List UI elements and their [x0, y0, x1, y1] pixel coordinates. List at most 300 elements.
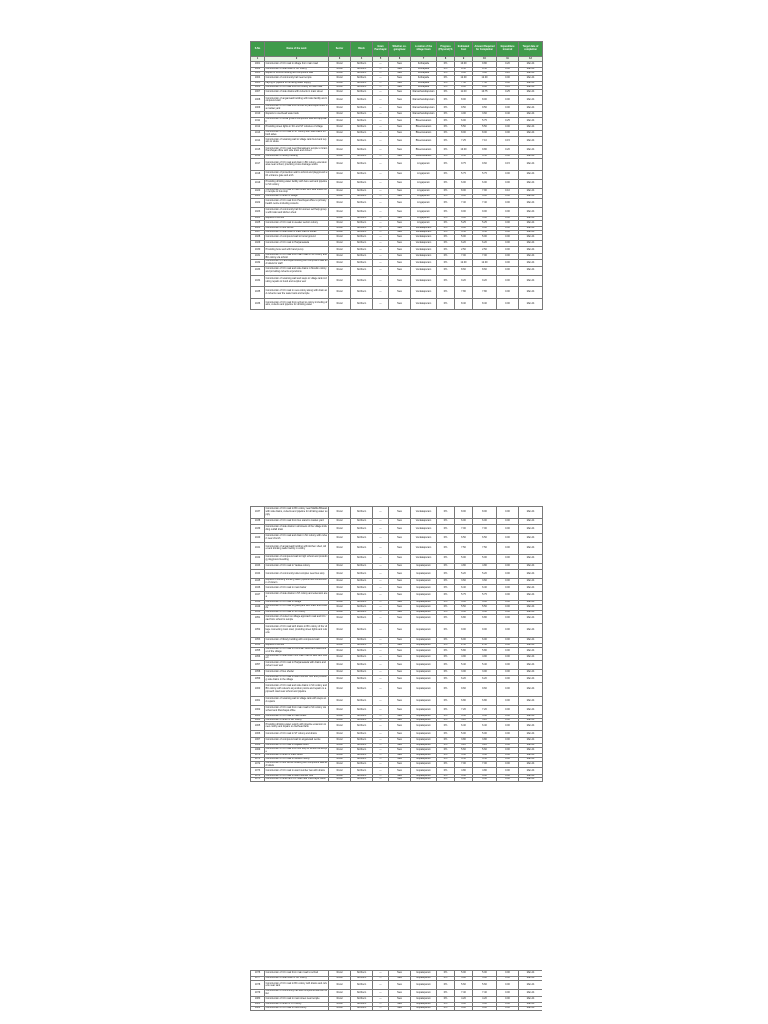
index-cell: 12	[519, 57, 543, 62]
cell-target: Mar-24	[519, 768, 543, 774]
cell-status: New	[389, 696, 411, 705]
cell-status: New	[389, 604, 411, 610]
cell-village: Gopalapuram	[411, 718, 437, 722]
cell-village: Gopalapuram	[411, 1002, 437, 1006]
cell-expenditure: 0.00	[497, 654, 519, 660]
cell-block: Northern	[351, 614, 373, 623]
cell-village: Lingapuram	[411, 220, 437, 226]
cell-work: Construction of drain and CC road near Panchayat office	[265, 778, 329, 782]
cell-status: New	[389, 623, 411, 637]
cell-target: Mar-24	[519, 981, 543, 990]
cell-village: Gopalapuram	[411, 637, 437, 643]
cell-sector: Rural	[329, 68, 351, 72]
cell-work: Construction of community hall for women self help groups with toilet and kitchen shed	[265, 207, 329, 216]
cell-sno: 1045	[251, 578, 265, 584]
cell-status: New	[389, 705, 411, 714]
cell-estimated: 7.00	[455, 761, 473, 767]
cell-amount: 8.60	[473, 266, 497, 275]
table-row	[251, 569, 543, 578]
cell-block: Northern	[351, 118, 373, 124]
cell-village: Lingapuram	[411, 198, 437, 207]
cell-work: Construction of Panchayat building with compound wall and toilets for staff	[265, 259, 328, 265]
cell-target: Mar-24	[519, 227, 543, 231]
cell-progress: 0%	[437, 227, 455, 231]
cell-sector: Rural	[329, 227, 351, 231]
cell-gp: —	[373, 159, 389, 171]
cell-village: Gopalapuram	[411, 610, 437, 614]
cell-amount: 6.00	[473, 227, 497, 231]
cell-gp: —	[373, 604, 389, 610]
cell-village: Lingapuram	[411, 195, 437, 199]
cell-progress: 0%	[437, 554, 455, 563]
cell-work: Construction of sub centre	[265, 227, 329, 231]
cell-amount: 6.00	[473, 518, 497, 524]
cell-estimated: 3.40	[455, 754, 473, 758]
cell-block: Northern	[351, 130, 373, 136]
cell-gp: —	[373, 118, 389, 124]
cell-expenditure: 0.00	[497, 287, 519, 299]
cell-work: Construction of CC road from school to colony including drains, culverts and pipeline for drinking water	[265, 298, 329, 310]
cell-village: Gopalapuram	[411, 682, 437, 696]
table-row	[251, 507, 543, 519]
cell-target: Mar-24	[519, 96, 543, 105]
cell-village: Venkatapuram	[411, 241, 437, 247]
cell-estimated: 6.00	[455, 518, 473, 524]
cell-amount: 7.00	[473, 761, 497, 767]
cell-status: New	[389, 778, 411, 782]
cell-work: Construction of CC road from school to panchayat office via market yard	[265, 104, 328, 111]
cell-progress: 0%	[437, 198, 455, 207]
cell-status: New	[389, 179, 411, 188]
cell-sno: 1022	[251, 198, 265, 207]
cell-status: New	[389, 82, 411, 86]
cell-amount: 12.00	[473, 75, 497, 81]
cell-target: Mar-24	[519, 507, 543, 519]
cell-status: New	[389, 554, 411, 563]
cell-block: Northern	[351, 754, 373, 758]
table-row	[251, 705, 543, 714]
cell-amount: 5.60	[473, 981, 497, 990]
cell-progress: 0%	[437, 179, 455, 188]
cell-estimated: 8.00	[455, 188, 473, 194]
cell-progress: 0%	[437, 137, 455, 146]
cell-block: Northern	[351, 170, 373, 179]
table-row	[251, 287, 543, 299]
cell-target: Mar-24	[519, 170, 543, 179]
cell-expenditure: 0.00	[497, 761, 519, 767]
cell-progress: 0%	[437, 507, 455, 519]
cell-estimated: 5.00	[455, 731, 473, 737]
cell-progress: 0%	[437, 623, 455, 637]
cell-village: Ramachandrapuram	[411, 96, 437, 105]
cell-progress: 0%	[437, 216, 455, 220]
cell-progress: 0%	[437, 542, 455, 554]
cell-village: Gopalapuram	[411, 600, 437, 604]
cell-village: Gopalapuram	[411, 563, 437, 569]
cell-village: Venkatapuram	[411, 247, 437, 253]
cell-gp: —	[373, 768, 389, 774]
cell-sno: 1006	[251, 86, 265, 90]
cell-estimated: 12.00	[455, 75, 473, 81]
cell-estimated: 7.20	[455, 705, 473, 714]
works-table-page-1	[250, 41, 543, 310]
cell-village: Gopalapuram	[411, 768, 437, 774]
cell-gp: —	[373, 170, 389, 179]
table-row	[251, 623, 543, 637]
cell-progress: 0%	[437, 124, 455, 130]
cell-expenditure: 0.00	[497, 1002, 519, 1006]
cell-block: Northern	[351, 682, 373, 696]
cell-work: Construction of CC road from bus stand to market yard	[265, 518, 329, 524]
cell-gp: —	[373, 68, 389, 72]
cell-sno: 1073	[251, 768, 265, 774]
cell-status: New	[389, 718, 411, 722]
cell-sno: 1040	[251, 533, 265, 542]
cell-progress: 0%	[437, 990, 455, 996]
cell-target: Mar-24	[519, 253, 543, 259]
cell-amount: 6.40	[473, 722, 497, 731]
table-row	[251, 591, 543, 600]
cell-block: Northern	[351, 600, 373, 604]
cell-block: Northern	[351, 72, 373, 76]
cell-amount: 5.60	[473, 748, 497, 754]
cell-village: Venkatapuram	[411, 287, 437, 299]
cell-village: Venkatapuram	[411, 298, 437, 310]
cell-block: Northern	[351, 253, 373, 259]
cell-village: Venkatapuram	[411, 260, 437, 266]
cell-amount: 7.50	[473, 542, 497, 554]
cell-sector: Rural	[329, 89, 351, 95]
index-cell: 10	[473, 57, 497, 62]
cell-target: Mar-24	[519, 130, 543, 136]
cell-sector: Rural	[329, 220, 351, 226]
cell-sector: Rural	[329, 654, 351, 660]
cell-expenditure: 0.00	[497, 744, 519, 748]
cell-sno: 1036	[251, 298, 265, 310]
cell-work: Construction of drain in main street	[265, 754, 329, 758]
cell-work: Construction of CC road from main road to SC colony and BC colony via school	[265, 253, 327, 259]
cell-progress: 0%	[437, 744, 455, 748]
cell-status: New	[389, 722, 411, 731]
cell-village: Venkatapuram	[411, 230, 437, 234]
cell-sector: Rural	[329, 600, 351, 604]
table-row	[251, 266, 543, 275]
cell-sector: Rural	[329, 216, 351, 220]
cell-block: Northern	[351, 207, 373, 216]
cell-work: Construction of retaining wall and steps to village tank including repairs to bund and surplus weir	[265, 275, 329, 287]
cell-amount: 3.00	[473, 669, 497, 675]
cell-sno: 1020	[251, 188, 265, 194]
cell-status: New	[389, 68, 411, 72]
cell-status: New	[389, 96, 411, 105]
cell-expenditure: 0.00	[497, 96, 519, 105]
cell-target: Mar-24	[519, 754, 543, 758]
cell-progress: 0%	[437, 737, 455, 743]
cell-work: Construction of library building with compound wall	[265, 637, 329, 643]
cell-progress: 0%	[437, 644, 455, 648]
cell-block: Northern	[351, 744, 373, 748]
index-cell: 8	[437, 57, 455, 62]
cell-expenditure: 0.25	[497, 89, 519, 95]
cell-sector: Rural	[329, 62, 351, 68]
cell-sector: Rural	[329, 610, 351, 614]
cell-progress: 0%	[437, 155, 455, 159]
cell-work: Construction of CC road in new colony along with drain and culverts near the water tank and temple	[265, 287, 329, 299]
cell-sno: 1074	[251, 774, 265, 778]
cell-sector: Rural	[329, 778, 351, 782]
cell-progress: 0%	[437, 610, 455, 614]
cell-estimated: 6.50	[455, 533, 473, 542]
cell-work: Construction of side drains in ST colony and extension area	[265, 591, 329, 600]
cell-expenditure: 0.15	[497, 137, 519, 146]
cell-sno: 1075	[251, 778, 265, 782]
cell-progress: 0%	[437, 241, 455, 247]
cell-sno: 1069	[251, 748, 265, 754]
cell-expenditure: 0.00	[497, 578, 519, 584]
cell-sector: Rural	[329, 130, 351, 136]
cell-sector: Rural	[329, 1006, 351, 1010]
cell-sno: 1035	[251, 287, 265, 299]
cell-block: Northern	[351, 578, 373, 584]
cell-progress: 0%	[437, 977, 455, 981]
cell-progress: 0%	[437, 275, 455, 287]
cell-expenditure: 0.00	[497, 648, 519, 654]
cell-sno: 1041	[251, 542, 265, 554]
table-row	[251, 542, 543, 554]
cell-block: Northern	[351, 146, 373, 155]
cell-sector: Rural	[329, 648, 351, 654]
cell-work: Construction of CC road with drains in BC colony of the village connecting main road, providing street lights and culverts	[265, 623, 329, 637]
cell-block: Northern	[351, 198, 373, 207]
cell-gp: —	[373, 298, 389, 310]
cell-work: Construction of CC road in new colony	[265, 1006, 329, 1010]
cell-sector: Rural	[329, 155, 351, 159]
cell-sector: Rural	[329, 195, 351, 199]
cell-estimated: 7.40	[455, 990, 473, 996]
cell-sector: Rural	[329, 75, 351, 81]
cell-block: Northern	[351, 266, 373, 275]
cell-estimated: 8.40	[455, 298, 473, 310]
cell-work: Repairs to school	[265, 644, 329, 648]
cell-work: Providing street lights in SC and ST colonies of village	[265, 124, 329, 130]
cell-sector: Rural	[329, 1002, 351, 1006]
cell-gp: —	[373, 86, 389, 90]
cell-status: New	[389, 220, 411, 226]
cell-sector: Rural	[329, 696, 351, 705]
cell-expenditure: 0.00	[497, 518, 519, 524]
cell-estimated: 9.60	[455, 682, 473, 696]
header-sno: S.No	[251, 42, 265, 57]
cell-block: Northern	[351, 298, 373, 310]
cell-amount: 7.00	[473, 253, 497, 259]
cell-expenditure: 0.00	[497, 533, 519, 542]
cell-village: Ramachandrapuram	[411, 111, 437, 117]
cell-progress: 0%	[437, 130, 455, 136]
cell-sector: Rural	[329, 774, 351, 778]
cell-gp: —	[373, 234, 389, 240]
header-work: Name of the work	[265, 42, 329, 57]
cell-sector: Rural	[329, 146, 351, 155]
cell-expenditure: 0.00	[497, 198, 519, 207]
cell-gp: —	[373, 137, 389, 146]
cell-progress: 0%	[437, 86, 455, 90]
cell-expenditure: 0.25	[497, 118, 519, 124]
cell-block: Northern	[351, 275, 373, 287]
cell-village: Gopalapuram	[411, 748, 437, 754]
cell-expenditure: 0.00	[497, 82, 519, 86]
cell-sno: 1059	[251, 676, 265, 682]
cell-sector: Rural	[329, 542, 351, 554]
cell-village: Bheemavaram	[411, 118, 437, 124]
cell-sector: Rural	[329, 981, 351, 990]
cell-gp: —	[373, 660, 389, 669]
cell-estimated: 5.50	[455, 124, 473, 130]
cell-gp: —	[373, 227, 389, 231]
cell-village: Gopalapuram	[411, 644, 437, 648]
cell-block: Northern	[351, 195, 373, 199]
cell-target: Mar-24	[519, 105, 543, 111]
cell-sno: 1064	[251, 718, 265, 722]
cell-gp: —	[373, 518, 389, 524]
cell-amount: 7.90	[473, 188, 497, 194]
cell-sector: Rural	[329, 996, 351, 1002]
cell-sno: 1044	[251, 569, 265, 578]
cell-sno: 1030	[251, 247, 265, 253]
cell-target: Mar-24	[519, 275, 543, 287]
cell-amount: 7.10	[473, 137, 497, 146]
cell-sno: 1027	[251, 230, 265, 234]
cell-block: Northern	[351, 648, 373, 654]
cell-target: Mar-24	[519, 524, 543, 533]
cell-work: Construction of CC road in Muslim colony	[265, 758, 329, 762]
cell-sno: 1042	[251, 554, 265, 563]
cell-status: New	[389, 260, 411, 266]
cell-status: New	[389, 737, 411, 743]
cell-estimated: 4.90	[455, 654, 473, 660]
cell-gp: —	[373, 241, 389, 247]
cell-sector: Rural	[329, 188, 351, 194]
cell-amount: 5.00	[473, 554, 497, 563]
cell-estimated: 10.00	[455, 146, 473, 155]
cell-village: Gopalapuram	[411, 990, 437, 996]
cell-gp: —	[373, 654, 389, 660]
cell-work: Construction of CC road in weaker section colony	[265, 220, 329, 226]
cell-progress: 0%	[437, 774, 455, 778]
cell-status: New	[389, 614, 411, 623]
cell-estimated: 8.00	[455, 96, 473, 105]
cell-sno: 1029	[251, 241, 265, 247]
cell-amount: 5.20	[473, 569, 497, 578]
cell-gp: —	[373, 287, 389, 299]
cell-gp: —	[373, 1002, 389, 1006]
cell-estimated: 4.00	[455, 600, 473, 604]
cell-expenditure: 0.00	[497, 610, 519, 614]
cell-work: Construction of CC road in ward number four and providing side drains in the village	[265, 675, 327, 681]
cell-gp: —	[373, 731, 389, 737]
cell-progress: 0%	[437, 569, 455, 578]
cell-sector: Rural	[329, 253, 351, 259]
cell-block: Northern	[351, 533, 373, 542]
cell-amount: 4.50	[473, 758, 497, 762]
cell-estimated: 9.50	[455, 105, 473, 111]
cell-status: New	[389, 981, 411, 990]
cell-sno: 1065	[251, 722, 265, 731]
cell-gp: —	[373, 533, 389, 542]
cell-progress: 0%	[437, 260, 455, 266]
cell-target: Mar-24	[519, 748, 543, 754]
cell-target: Mar-24	[519, 654, 543, 660]
cell-sector: Rural	[329, 247, 351, 253]
cell-expenditure: 0.00	[497, 990, 519, 996]
cell-progress: 0%	[437, 89, 455, 95]
cell-status: New	[389, 748, 411, 754]
cell-work: Construction of sub centre building with compound wall and toilets	[265, 761, 328, 767]
cell-village: Gopalapuram	[411, 648, 437, 654]
cell-estimated: 2.50	[455, 247, 473, 253]
cell-sno: 1076	[251, 971, 265, 977]
cell-target: Mar-24	[519, 118, 543, 124]
table-row	[251, 524, 543, 533]
cell-progress: 0%	[437, 298, 455, 310]
cell-gp: —	[373, 669, 389, 675]
cell-progress: 0%	[437, 518, 455, 524]
cell-gp: —	[373, 637, 389, 643]
cell-amount: 4.00	[473, 195, 497, 199]
cell-status: New	[389, 731, 411, 737]
cell-expenditure: 0.00	[497, 981, 519, 990]
cell-progress: 0%	[437, 614, 455, 623]
cell-village: Venkatapuram	[411, 518, 437, 524]
cell-status: New	[389, 62, 411, 68]
cell-gp: —	[373, 714, 389, 718]
cell-status: New	[389, 72, 411, 76]
cell-progress: 0%	[437, 118, 455, 124]
cell-gp: —	[373, 754, 389, 758]
cell-progress: 0%	[437, 1002, 455, 1006]
cell-expenditure: 0.00	[497, 524, 519, 533]
cell-status: New	[389, 714, 411, 718]
cell-status: New	[389, 768, 411, 774]
cell-sector: Rural	[329, 518, 351, 524]
cell-expenditure: 0.00	[497, 230, 519, 234]
cell-sno: 1067	[251, 737, 265, 743]
cell-target: Mar-24	[519, 996, 543, 1002]
cell-work: Construction of CC road in SC colony	[265, 610, 329, 614]
cell-status: New	[389, 124, 411, 130]
cell-progress: 0%	[437, 648, 455, 654]
cell-village: Venkatapuram	[411, 542, 437, 554]
cell-amount: 4.00	[473, 1006, 497, 1010]
cell-target: Mar-24	[519, 971, 543, 977]
cell-status: New	[389, 188, 411, 194]
cell-block: Northern	[351, 287, 373, 299]
cell-expenditure: 0.00	[497, 266, 519, 275]
cell-progress: 0%	[437, 188, 455, 194]
table-row	[251, 1006, 543, 1010]
cell-amount: 8.90	[473, 86, 497, 90]
cell-work: Construction of CC road from bus stop to school via temple	[265, 747, 327, 753]
cell-estimated: 4.40	[455, 778, 473, 782]
cell-sno: 1062	[251, 705, 265, 714]
cell-target: Mar-24	[519, 298, 543, 310]
cell-amount: 2.50	[473, 644, 497, 648]
cell-target: Mar-24	[519, 774, 543, 778]
table-row	[251, 96, 543, 105]
cell-work: Construction of compound wall to high school and providing playground levelling	[265, 554, 329, 563]
header-amount: Amount Required for Completion	[473, 42, 497, 57]
cell-work: Repairs to existing drinking water pipeline and construction of cistern	[265, 578, 327, 584]
cell-block: Northern	[351, 637, 373, 643]
